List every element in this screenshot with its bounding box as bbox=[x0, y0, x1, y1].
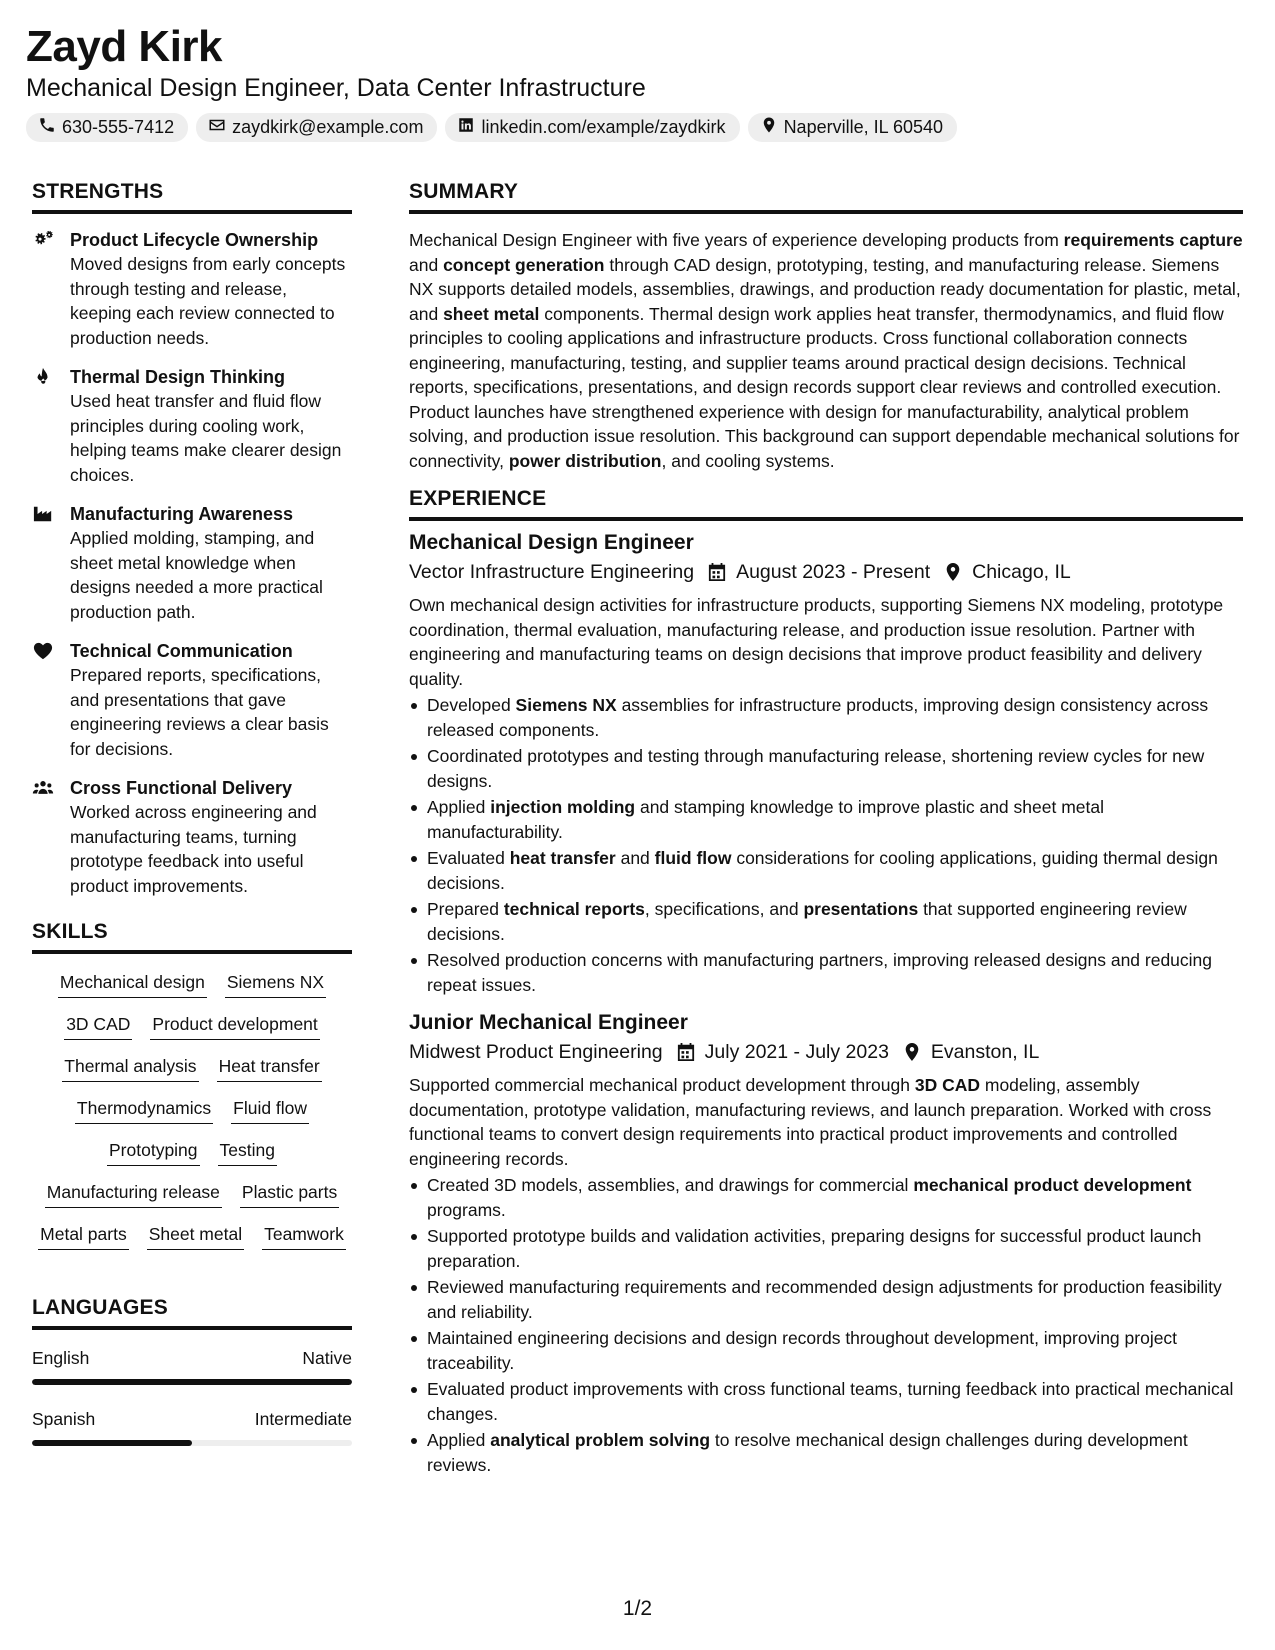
text-run: and stamping knowledge to improve plastic and sheet metal manufacturability. bbox=[427, 797, 1104, 842]
contact-linkedin-text: linkedin.com/example/zaydkirk bbox=[481, 117, 726, 137]
bold-phrase: technical reports bbox=[503, 899, 645, 919]
skill-tag: Siemens NX bbox=[225, 970, 326, 998]
users-icon bbox=[32, 776, 56, 898]
heart-icon bbox=[32, 639, 56, 761]
text-run: and bbox=[615, 848, 655, 868]
bold-phrase: presentations bbox=[803, 899, 919, 919]
text-run: assemblies for infrastructure products, improving design consistency across released components. bbox=[427, 695, 1209, 740]
job-bullet bbox=[409, 1377, 1243, 1426]
industry-icon bbox=[32, 502, 56, 624]
text-run: Supported prototype builds and validation activities, preparing designs for successful product launch preparation. bbox=[427, 1226, 1202, 1271]
text-run: Evaluated bbox=[427, 848, 510, 868]
job-company: Midwest Product Engineering bbox=[409, 1041, 663, 1063]
job-description: Own mechanical design activities for infrastructure products, supporting Siemens NX modeling, prototype coordination, thermal evaluation, manufacturing release, and production issue resolution. Partner with engineering and manufacturing teams on design decisions that improve product feasibility and delivery quality. bbox=[409, 595, 1224, 689]
strength-desc: Worked across engineering and manufacturing teams, turning prototype feedback into useful product improvements. bbox=[70, 802, 317, 896]
job-bullet bbox=[409, 1275, 1243, 1324]
language-proficiency-bar bbox=[32, 1440, 352, 1446]
bold-phrase: analytical problem solving bbox=[490, 1430, 711, 1450]
text-run: Prepared bbox=[427, 899, 504, 919]
strength-desc: Applied molding, stamping, and sheet metal knowledge when designs needed a more practical production path. bbox=[70, 528, 323, 622]
strength-item bbox=[32, 776, 352, 898]
skill-tag: Teamwork bbox=[262, 1222, 346, 1250]
summary-heading: SUMMARY bbox=[409, 180, 1243, 214]
page-number: 1/2 bbox=[622, 1597, 653, 1620]
job-location: Chicago, IL bbox=[972, 561, 1071, 583]
calendar-icon bbox=[677, 1042, 695, 1062]
gears-icon bbox=[32, 228, 56, 350]
job-bullets bbox=[409, 1173, 1243, 1477]
text-run: Evaluated product improvements with cross functional teams, turning feedback into practical mechanical changes. bbox=[427, 1379, 1234, 1424]
language-proficiency-fill bbox=[32, 1379, 352, 1385]
language-proficiency-fill bbox=[32, 1440, 192, 1446]
job-bullet bbox=[409, 948, 1243, 997]
job-meta bbox=[409, 1037, 1243, 1067]
text-run: and bbox=[409, 254, 444, 275]
job-bullet bbox=[409, 846, 1243, 895]
language-item bbox=[32, 1407, 352, 1446]
text-run: Applied bbox=[427, 1430, 491, 1450]
skill-tag: Metal parts bbox=[38, 1222, 129, 1250]
bold-phrase: sheet metal bbox=[443, 303, 540, 324]
strengths-heading: STRENGTHS bbox=[32, 180, 352, 214]
job-title: Junior Mechanical Engineer bbox=[409, 1011, 688, 1034]
text-run: that supported engineering review decisions. bbox=[427, 899, 1187, 944]
job-title: Mechanical Design Engineer bbox=[409, 531, 694, 554]
job-company: Vector Infrastructure Engineering bbox=[409, 561, 695, 583]
text-run: , specifications, and bbox=[644, 899, 804, 919]
text-run: through CAD design, prototyping, testing, and manufacturing release. Siemens NX supports detailed models, assemblies, drawings, and production ready documentation for plastic, metal, and bbox=[409, 254, 1241, 324]
strength-title: Manufacturing Awareness bbox=[70, 504, 294, 524]
skill-tag: 3D CAD bbox=[64, 1012, 132, 1040]
contact-email[interactable] bbox=[196, 113, 437, 142]
strength-item bbox=[32, 365, 352, 487]
skills-list bbox=[32, 968, 352, 1250]
strength-item bbox=[32, 502, 352, 624]
candidate-name: Zayd Kirk bbox=[26, 22, 223, 71]
job-meta bbox=[409, 557, 1243, 587]
job-entry bbox=[409, 1009, 1243, 1477]
job-bullet bbox=[409, 1224, 1243, 1273]
strength-title: Thermal Design Thinking bbox=[70, 367, 286, 387]
text-run: Developed bbox=[427, 695, 516, 715]
job-bullet bbox=[409, 897, 1243, 946]
bold-phrase: fluid flow bbox=[654, 848, 732, 868]
skills-heading: SKILLS bbox=[32, 920, 352, 954]
job-bullet bbox=[409, 1428, 1243, 1477]
contact-phone[interactable] bbox=[26, 113, 188, 142]
skill-tag: Thermodynamics bbox=[75, 1096, 213, 1124]
languages-heading: LANGUAGES bbox=[32, 1296, 352, 1330]
skill-tag: Product development bbox=[150, 1012, 319, 1040]
job-dates: August 2023 - Present bbox=[736, 561, 931, 583]
job-dates: July 2021 - July 2023 bbox=[704, 1041, 889, 1063]
envelope-icon bbox=[208, 116, 226, 139]
strength-item bbox=[32, 639, 352, 761]
skill-tag: Mechanical design bbox=[58, 970, 207, 998]
text-run: Maintained engineering decisions and design records throughout development, improving project traceability. bbox=[427, 1328, 1178, 1373]
bold-phrase: Siemens NX bbox=[515, 695, 617, 715]
text-run: modeling, assembly documentation, prototype validation, manufacturing reviews, and launch preparation. Worked with cross functional teams to convert design requirements into practical product improvements and controlled engineering records. bbox=[409, 1075, 1212, 1169]
job-bullet bbox=[409, 1326, 1243, 1375]
bold-phrase: heat transfer bbox=[509, 848, 616, 868]
location-pin-icon bbox=[944, 562, 962, 582]
job-bullet bbox=[409, 744, 1243, 793]
strength-desc: Used heat transfer and fluid flow principles during cooling work, helping teams make clearer design choices. bbox=[70, 391, 342, 485]
job-bullets bbox=[409, 693, 1243, 997]
job-bullet bbox=[409, 693, 1243, 742]
candidate-headline: Mechanical Design Engineer, Data Center Infrastructure bbox=[26, 74, 646, 102]
strength-title: Product Lifecycle Ownership bbox=[70, 230, 319, 250]
skill-tag: Sheet metal bbox=[147, 1222, 244, 1250]
phone-icon bbox=[38, 116, 56, 139]
bold-phrase: injection molding bbox=[490, 797, 636, 817]
contact-phone-text: 630-555-7412 bbox=[62, 117, 175, 137]
skill-tag: Prototyping bbox=[107, 1138, 200, 1166]
left-column bbox=[32, 180, 352, 1468]
text-run: Applied bbox=[427, 797, 491, 817]
language-item bbox=[32, 1346, 352, 1385]
contact-email-text: zaydkirk@example.com bbox=[232, 117, 424, 137]
contact-bar bbox=[26, 113, 957, 142]
language-level: Native bbox=[302, 1348, 352, 1368]
contact-location bbox=[748, 113, 957, 142]
job-bullet bbox=[409, 1173, 1243, 1222]
bold-phrase: mechanical product development bbox=[913, 1175, 1192, 1195]
strength-desc: Prepared reports, specifications, and presentations that gave engineering reviews a clear basis for decisions. bbox=[70, 665, 329, 759]
job-entry bbox=[409, 529, 1243, 997]
language-name: Spanish bbox=[32, 1409, 96, 1429]
skill-tag: Testing bbox=[218, 1138, 277, 1166]
flame-icon bbox=[32, 365, 56, 487]
strength-desc: Moved designs from early concepts through testing and release, keeping each review connected to production needs. bbox=[70, 254, 346, 348]
calendar-icon bbox=[708, 562, 726, 582]
job-bullet bbox=[409, 795, 1243, 844]
job-location: Evanston, IL bbox=[930, 1041, 1040, 1063]
right-column bbox=[409, 180, 1243, 1489]
location-pin-icon bbox=[903, 1042, 921, 1062]
text-run: to resolve mechanical design challenges during development reviews. bbox=[427, 1430, 1188, 1475]
language-level: Intermediate bbox=[254, 1409, 352, 1429]
text-run: Mechanical Design Engineer with five years of experience developing products from bbox=[409, 230, 1064, 250]
experience-heading: EXPERIENCE bbox=[409, 487, 1243, 521]
text-run: components. Thermal design work applies heat transfer, thermodynamics, and fluid flow principles to cooling applications and infrastructure products. Cross functional collaboration connects engineering, manufacturing, testing, and supplier teams around practical design decisions. Technical reports, specifications, presentations, and design records support clear reviews and controlled execution. Product launches have strengthened experience with design for manufacturability, analytical problem solving, and production issue resolution. This background can support dependable mechanical solutions for connectivity, bbox=[409, 303, 1240, 471]
bold-phrase: concept generation bbox=[443, 254, 605, 275]
text-run: Supported commercial mechanical product development through bbox=[409, 1075, 915, 1095]
text-run: , and cooling systems. bbox=[661, 450, 835, 471]
bold-phrase: power distribution bbox=[508, 450, 662, 471]
linkedin-icon bbox=[457, 116, 475, 139]
text-run: considerations for cooling applications, guiding thermal design decisions. bbox=[427, 848, 1218, 893]
contact-linkedin[interactable] bbox=[445, 113, 739, 142]
bold-phrase: requirements capture bbox=[1063, 230, 1243, 250]
text-run: programs. bbox=[427, 1199, 506, 1220]
job-description bbox=[409, 1073, 1243, 1171]
language-proficiency-bar bbox=[32, 1379, 352, 1385]
text-run: Reviewed manufacturing requirements and recommended design adjustments for production feasibility and reliability. bbox=[427, 1277, 1222, 1322]
bold-phrase: 3D CAD bbox=[914, 1075, 980, 1095]
text-run: Coordinated prototypes and testing through manufacturing release, shortening review cycles for new designs. bbox=[427, 746, 1205, 791]
location-pin-icon bbox=[760, 116, 778, 139]
language-name: English bbox=[32, 1348, 90, 1368]
skill-tag: Heat transfer bbox=[217, 1054, 322, 1082]
summary-text bbox=[409, 228, 1243, 473]
text-run: Resolved production concerns with manufacturing partners, improving released designs and reducing repeat issues. bbox=[427, 950, 1213, 995]
skill-tag: Manufacturing release bbox=[45, 1180, 222, 1208]
strength-title: Technical Communication bbox=[70, 641, 293, 661]
strength-item bbox=[32, 228, 352, 350]
text-run: Created 3D models, assemblies, and drawings for commercial bbox=[427, 1175, 914, 1195]
strength-title: Cross Functional Delivery bbox=[70, 778, 293, 798]
skill-tag: Thermal analysis bbox=[62, 1054, 198, 1082]
skill-tag: Plastic parts bbox=[240, 1180, 339, 1208]
contact-location-text: Naperville, IL 60540 bbox=[783, 117, 943, 137]
skill-tag: Fluid flow bbox=[231, 1096, 309, 1124]
